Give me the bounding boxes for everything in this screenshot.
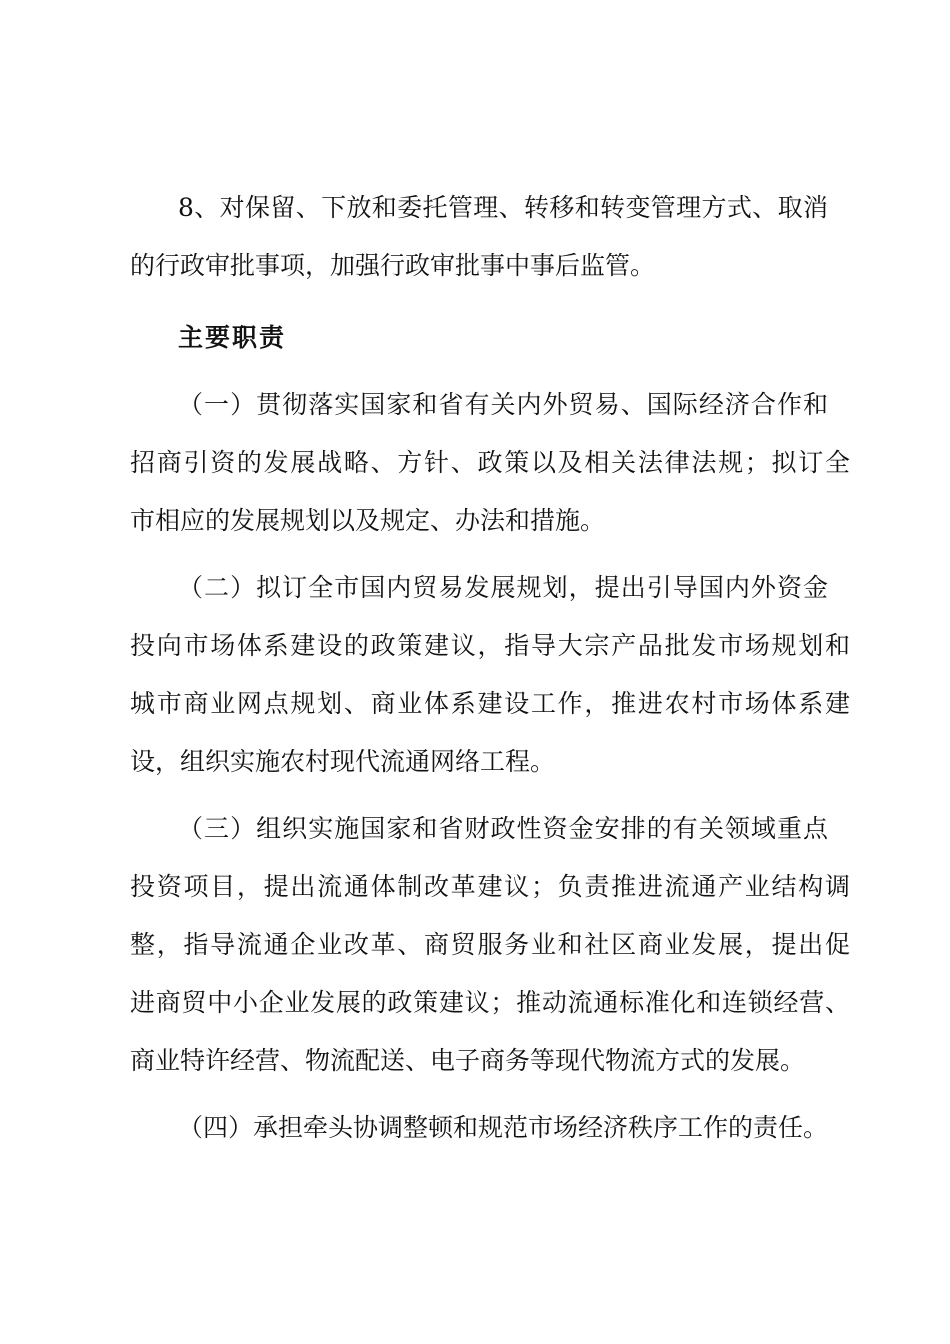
paragraph-1-line-2: 招商引资的发展战略、方针、政策以及相关法律法规；拟订全 (130, 448, 850, 477)
paragraph-8-line-2: 的行政审批事项，加强行政审批事中事后监管。 (130, 251, 656, 280)
paragraph-1-line-3: 市相应的发展规划以及规定、办法和措施。 (130, 506, 606, 535)
paragraph-2-line-3: 城市商业网点规划、商业体系建设工作，推进农村市场体系建 (130, 689, 850, 718)
paragraph-4-line-1: （四）承担牵头协调整顿和规范市场经济秩序工作的责任。 (178, 1113, 829, 1142)
paragraph-3-line-5: 商业特许经营、物流配送、电子商务等现代物流方式的发展。 (130, 1046, 806, 1075)
section-heading: 主要职责 (178, 323, 287, 352)
paragraph-3-line-1: （三）组织实施国家和省财政性资金安排的有关领域重点 (178, 814, 828, 843)
paragraph-3-line-2: 投资项目，提出流通体制改革建议；负责推进流通产业结构调 (130, 872, 850, 901)
paragraph-2-line-2: 投向市场体系建设的政策建议，指导大宗产品批发市场规划和 (130, 631, 850, 660)
paragraph-3-line-4: 进商贸中小企业发展的政策建议；推动流通标准化和连锁经营、 (130, 988, 850, 1017)
paragraph-8-line-1: 8、对保留、下放和委托管理、转移和转变管理方式、取消 (178, 193, 828, 222)
paragraph-3-line-3: 整，指导流通企业改革、商贸服务业和社区商业发展，提出促 (130, 930, 850, 959)
paragraph-2-line-4: 设，组织实施农村现代流通网络工程。 (130, 747, 556, 776)
paragraph-1-line-1: （一）贯彻落实国家和省有关内外贸易、国际经济合作和 (178, 390, 828, 419)
paragraph-2-line-1: （二）拟订全市国内贸易发展规划，提出引导国内外资金 (178, 573, 828, 602)
